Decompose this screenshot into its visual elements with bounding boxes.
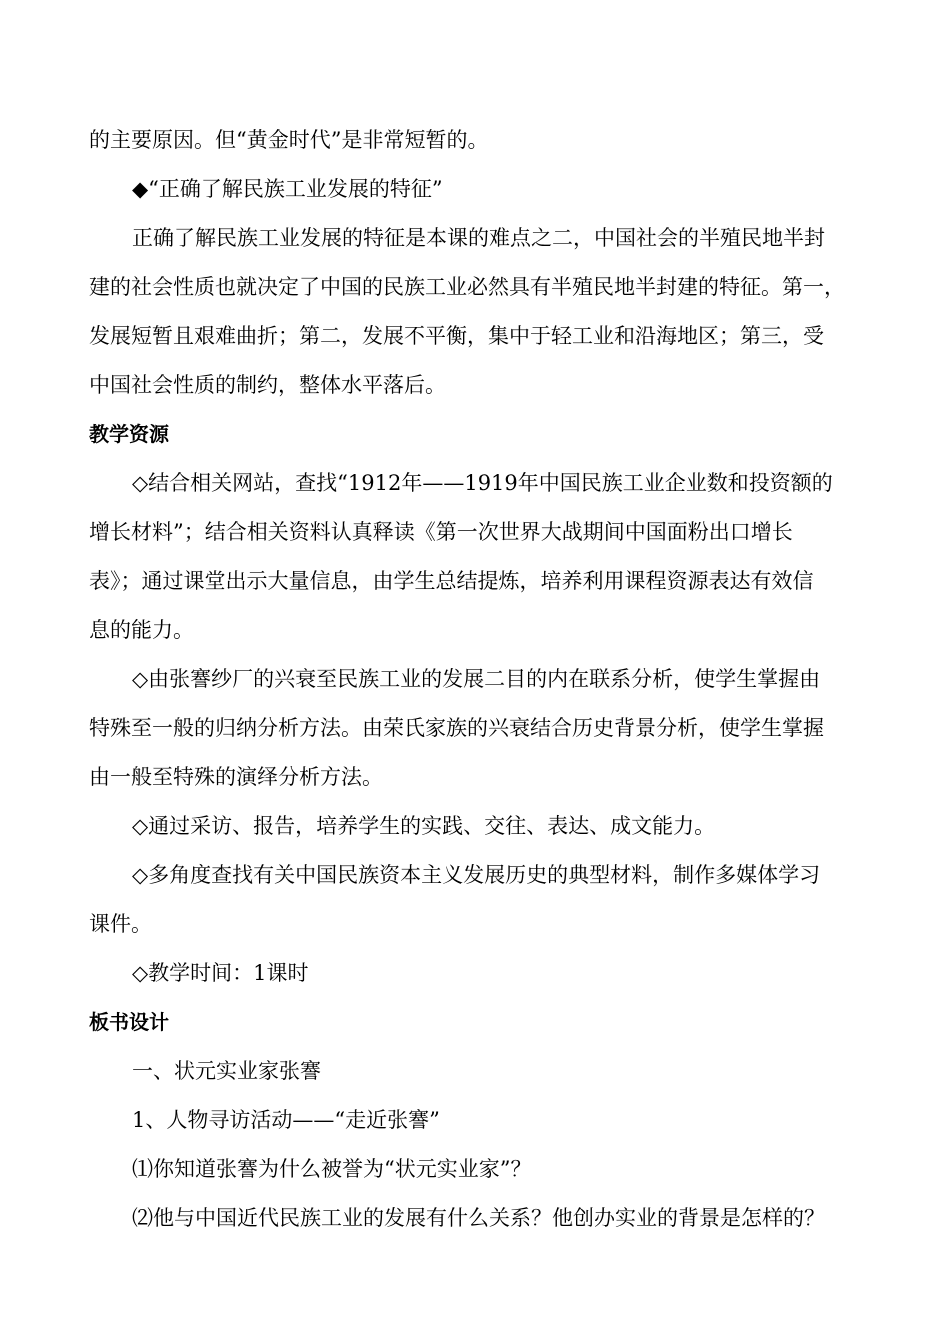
resource-item-line: 表》；通过课堂出示大量信息，由学生总结提炼，培养利用课程资源表达有效信 — [89, 569, 814, 593]
board-outline-item: ⑴你知道张謇为什么被誉为“状元实业家”？ — [132, 1157, 532, 1181]
resource-item-line: ◇通过采访、报告，培养学生的实践、交往、表达、成文能力。 — [132, 814, 716, 838]
document-body — [89, 116, 879, 1243]
paragraph-line: 建的社会性质也就决定了中国的民族工业必然具有半殖民地半封建的特征。第一， — [89, 275, 845, 299]
paragraph-line: 发展短暂且艰难曲折；第二，发展不平衡，集中于轻工业和沿海地区；第三，受 — [89, 324, 824, 348]
resource-item-line: ◇多角度查找有关中国民族资本主义发展历史的典型材料，制作多媒体学习 — [132, 863, 821, 887]
section-bullet-heading: ◆“正确了解民族工业发展的特征” — [132, 177, 443, 201]
resource-item-line: 增长材料”；结合相关资料认真释读《第一次世界大战期间中国面粉出口增长 — [89, 520, 793, 544]
paragraph-line: 正确了解民族工业发展的特征是本课的难点之二，中国社会的半殖民地半封 — [132, 226, 825, 250]
heading-teaching-resources: 教学资源 — [89, 422, 169, 446]
board-outline-item: 一、状元实业家张謇 — [132, 1059, 321, 1083]
resource-item-line: 由一般至特殊的演绎分析方法。 — [89, 765, 383, 789]
paragraph-line: 中国社会性质的制约，整体水平落后。 — [89, 373, 446, 397]
resource-item-line: 息的能力。 — [89, 618, 194, 642]
resource-item-line: ◇结合相关网站，查找“1912年——1919年中国民族工业企业数和投资额的 — [132, 471, 833, 495]
resource-item-line: ◇教学时间：1课时 — [132, 961, 309, 985]
board-outline-item: ⑵他与中国近代民族工业的发展有什么关系？他创办实业的背景是怎样的？ — [132, 1206, 825, 1230]
heading-board-design: 板书设计 — [89, 1010, 169, 1034]
resource-item-line: ◇由张謇纱厂的兴衰至民族工业的发展二目的内在联系分析，使学生掌握由 — [132, 667, 821, 691]
board-outline-item: 1、人物寻访活动——“走近张謇” — [132, 1108, 440, 1132]
resource-item-line: 特殊至一般的归纳分析方法。由荣氏家族的兴衰结合历史背景分析，使学生掌握 — [89, 716, 824, 740]
paragraph-line: 的主要原因。但“黄金时代”是非常短暂的。 — [89, 128, 489, 152]
resource-item-line: 课件。 — [89, 912, 152, 936]
